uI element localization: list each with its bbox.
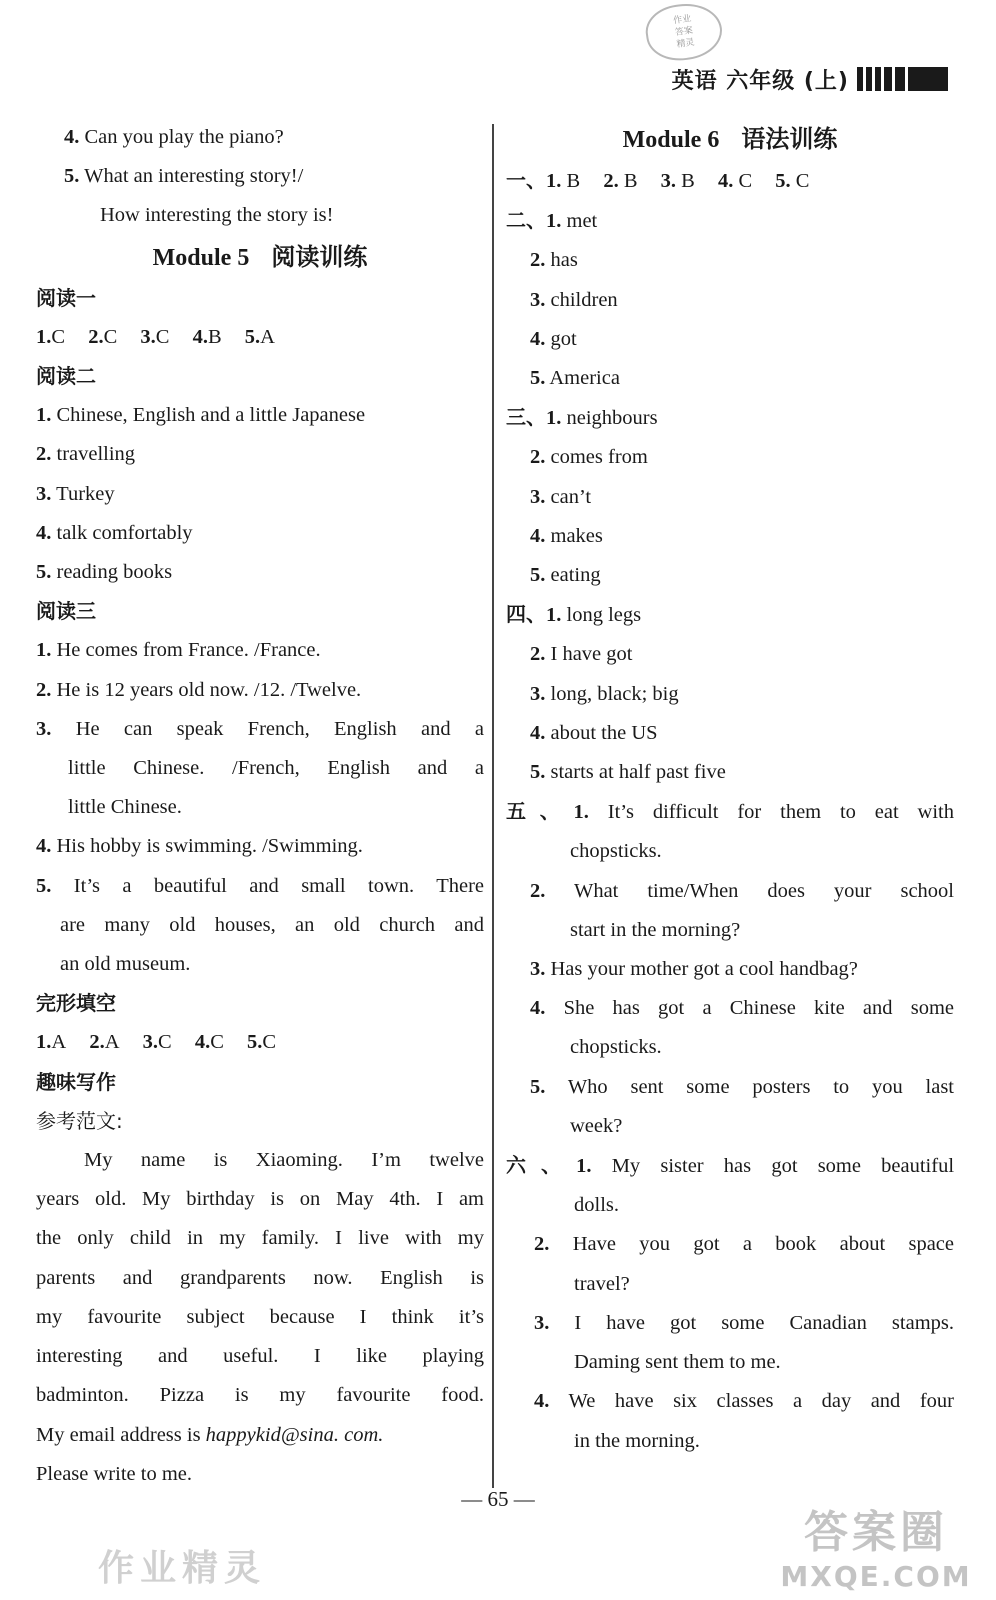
section-5-item-4-cont: chopsticks. xyxy=(570,1036,662,1059)
reading-2-heading: 阅读二 xyxy=(36,364,96,389)
reading-3-item-1: 1. He comes from France. /France. xyxy=(36,639,321,662)
stamp-text-2: 答案 xyxy=(674,25,694,39)
section-3-item-1: 三、1. neighbours xyxy=(506,405,658,430)
section-6-item-2: 2. Have you got a book about space xyxy=(534,1233,954,1256)
section-5-item-2: 2. What time/When does your school xyxy=(530,879,954,902)
section-4-item-5: 5. starts at half past five xyxy=(530,761,726,784)
section-6-item-1-cont: dolls. xyxy=(574,1194,619,1217)
section-3-item-5: 5. eating xyxy=(530,564,601,587)
section-2-item-4: 4. got xyxy=(530,327,577,350)
section-5-item-5: 5. Who sent some posters to you last xyxy=(530,1075,954,1098)
writing-line-2: years old. My birthday is on May 4th. I am xyxy=(36,1188,484,1211)
left-item-5: 5. What an interesting story!/ xyxy=(64,165,304,188)
reading-3-item-5: 5. It’s a beautiful and small town. There xyxy=(36,874,484,897)
reading-2-item-2: 2. travelling xyxy=(36,443,136,466)
watermark-right: 答案圈 MXQE.COM xyxy=(780,1507,972,1593)
watermark-left: 作业精灵 xyxy=(98,1548,267,1589)
cloze-answers: 1.A 2.A 3.C 4.C 5.C xyxy=(36,1031,277,1054)
module-5-title: Module 5 阅读训练 xyxy=(152,242,368,271)
section-2-item-5: 5. America xyxy=(530,367,620,390)
writing-line-3: the only child in my family. I live with my xyxy=(36,1227,484,1250)
section-4-item-1: 四、1. long legs xyxy=(506,602,642,627)
reading-2-item-3: 3. Turkey xyxy=(36,482,115,505)
writing-line-8: My email address is happykid@sina. com. xyxy=(36,1423,384,1446)
column-divider xyxy=(492,124,494,1488)
left-column xyxy=(36,118,484,1494)
section-1-answers: 一、1. B 2. B 3. B 4. C 5. C xyxy=(506,168,810,192)
section-2-item-3: 3. children xyxy=(530,288,618,311)
stamp-text-1: 作业 xyxy=(672,13,692,27)
section-6-item-3: 3. I have got some Canadian stamps. xyxy=(534,1311,955,1334)
section-5-item-1-cont: chopsticks. xyxy=(570,840,662,863)
page-header xyxy=(672,64,948,94)
reading-3-item-3: 3. He can speak French, English and a xyxy=(36,717,485,740)
section-6-item-2-cont: travel? xyxy=(574,1272,630,1295)
section-5-item-1: 五、1. It’s difficult for them to eat with xyxy=(506,799,955,824)
reading-3-item-3-end: little Chinese. xyxy=(68,796,182,819)
section-5-item-2-cont: start in the morning? xyxy=(570,918,741,941)
section-5-item-3: 3. Has your mother got a cool handbag? xyxy=(530,958,858,981)
header-bars-decoration xyxy=(857,67,948,91)
writing-line-4: parents and grandparents now. English is xyxy=(36,1266,484,1289)
writing-line-5: my favourite subject because I think it’s xyxy=(36,1305,484,1328)
section-2-item-2: 2. has xyxy=(530,249,578,272)
writing-line-9: Please write to me. xyxy=(36,1462,192,1485)
left-item-5-cont: How interesting the story is! xyxy=(100,204,334,227)
left-item-4: 4. Can you play the piano? xyxy=(64,126,284,148)
reading-2-item-5: 5. reading books xyxy=(36,561,173,584)
section-6-item-4: 4. We have six classes a day and four xyxy=(534,1390,954,1413)
reading-2-item-1: 1. Chinese, English and a little Japanese xyxy=(36,404,366,427)
reading-2-item-4: 4. talk comfortably xyxy=(36,521,193,544)
reading-3-heading: 阅读三 xyxy=(36,599,96,624)
section-4-item-4: 4. about the US xyxy=(530,721,658,744)
stamp-seal xyxy=(642,0,725,65)
writing-heading: 趣味写作 xyxy=(36,1069,116,1094)
reading-3-item-5-cont: are many old houses, an old church and xyxy=(60,913,484,936)
section-4-item-3: 3. long, black; big xyxy=(530,682,679,705)
page-number: — 65 — xyxy=(461,1487,535,1511)
section-2-item-1: 二、1. met xyxy=(506,208,598,233)
writing-ref-label: 参考范文: xyxy=(36,1108,123,1133)
section-6-item-4-cont: in the morning. xyxy=(574,1429,700,1452)
section-5-item-5-cont: week? xyxy=(570,1114,623,1137)
section-3-item-3: 3. can’t xyxy=(530,485,592,508)
reading-3-item-2: 2. He is 12 years old now. /12. /Twelve. xyxy=(36,678,362,701)
reading-3-item-5-end: an old museum. xyxy=(60,953,191,976)
section-6-item-3-cont: Daming sent them to me. xyxy=(574,1351,781,1374)
writing-line-6: interesting and useful. I like playing xyxy=(36,1345,484,1368)
section-5-item-4: 4. She has got a Chinese kite and some xyxy=(530,997,954,1020)
section-6-item-1: 六、1. My sister has got some beautiful xyxy=(506,1153,955,1178)
reading-3-item-4: 4. His hobby is swimming. /Swimming. xyxy=(36,835,363,858)
email-address: happykid@sina. com. xyxy=(205,1423,384,1446)
header-title: 英语 六年级 (上) xyxy=(671,68,849,94)
reading-1-heading: 阅读一 xyxy=(36,285,96,310)
reading-3-item-3-cont: little Chinese. /French, English and a xyxy=(68,757,484,780)
module-6-title: Module 6 语法训练 xyxy=(622,125,838,153)
writing-line-1: My name is Xiaoming. I’m twelve xyxy=(84,1149,484,1172)
stamp-text-3: 精灵 xyxy=(676,37,696,51)
section-4-item-2: 2. I have got xyxy=(530,643,633,666)
section-3-item-4: 4. makes xyxy=(530,524,603,547)
reading-1-answers: 1.C 2.C 3.C 4.B 5.A xyxy=(36,325,275,348)
section-3-item-2: 2. comes from xyxy=(530,446,648,469)
writing-line-7: badminton. Pizza is my favourite food. xyxy=(36,1384,484,1407)
cloze-heading: 完形填空 xyxy=(36,991,116,1016)
right-column xyxy=(506,118,954,1461)
